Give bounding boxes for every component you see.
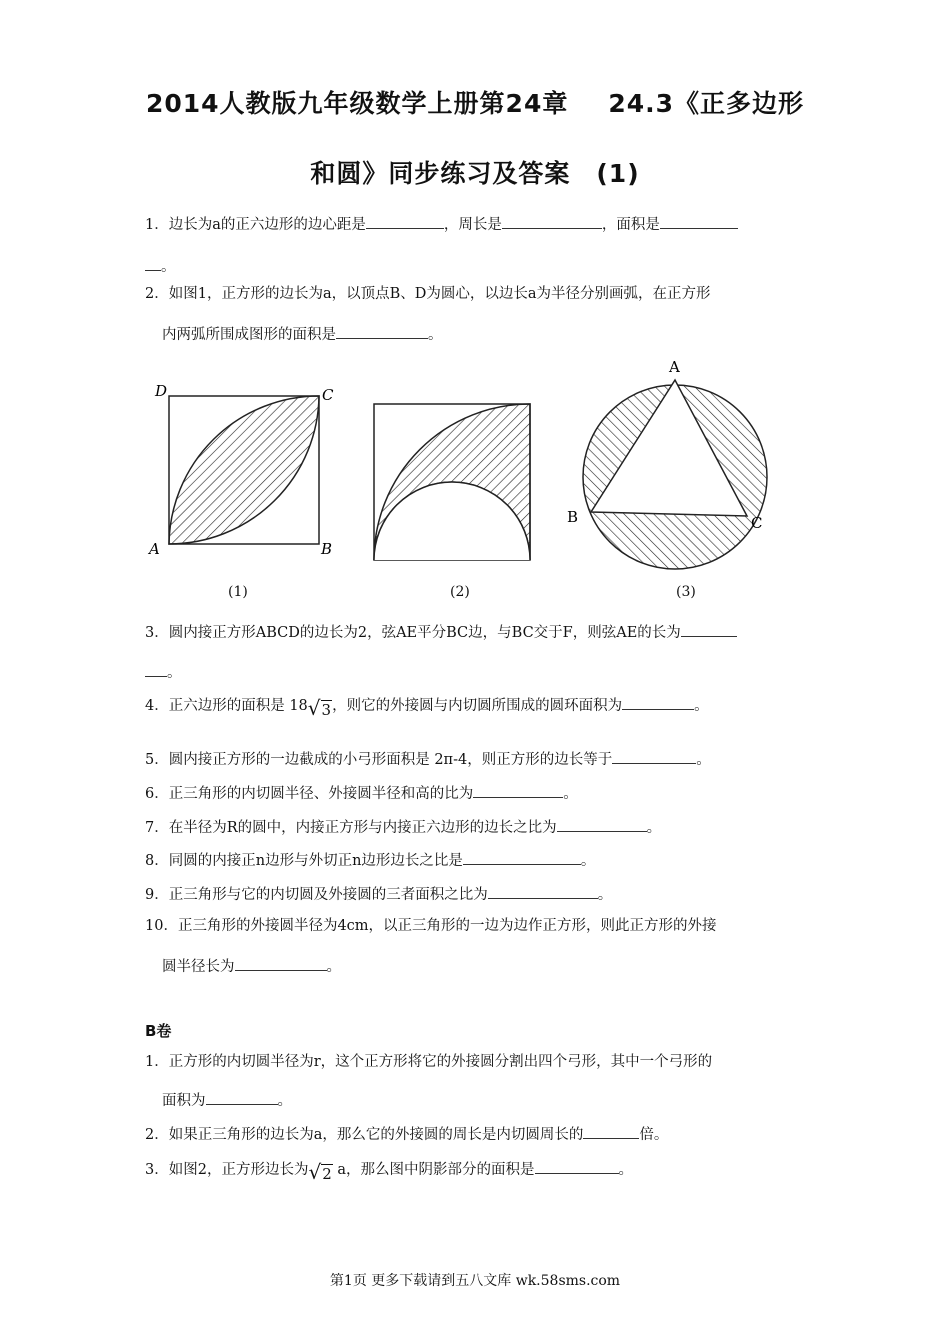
question-text: 8．同圆的内接正n边形与外切正n边形边长之比是 (145, 853, 463, 869)
question-text: 。 (696, 752, 711, 768)
question-text: 4．正六边形的面积是 18 (145, 698, 308, 714)
question-text: a，那么图中阴影部分的面积是 (332, 1162, 535, 1178)
question-text: 3．圆内接正方形ABCD的边长为2，弦AE平分BC边，与BC交于F，则弦AE的长为 (145, 625, 681, 641)
label-c: C (751, 514, 763, 532)
question-text: 。 (167, 665, 182, 681)
label-a: A (669, 358, 680, 376)
figure-1-caption: (1) (228, 584, 248, 600)
question-a8 (145, 850, 595, 871)
question-a2-continued (162, 324, 443, 345)
answer-blank (681, 622, 737, 637)
answer-blank (557, 817, 647, 832)
question-text: 。 (277, 1093, 292, 1109)
question-a3 (145, 622, 737, 643)
lens-shaded-region (169, 396, 319, 544)
question-text: ，周长是 (443, 217, 502, 233)
answer-blank (488, 884, 598, 899)
title-part-left: 2014人教版九年级数学上册第24章 (145, 89, 569, 118)
document-title-line-2: 和圆》同步练习及答案 (1) (310, 159, 640, 188)
question-text: 。 (563, 786, 578, 802)
question-text: 9．正三角形与它的内切圆及外接圆的三者面积之比为 (145, 887, 488, 903)
sqrt-radicand: 2 (322, 1165, 332, 1183)
answer-blank (463, 850, 581, 865)
label-d: D (155, 382, 168, 400)
answer-blank (660, 214, 738, 229)
answer-blank (145, 256, 161, 271)
question-text: ，则它的外接圆与内切圆所围成的圆环面积为 (332, 698, 623, 714)
question-a3-continued (145, 662, 182, 683)
question-text: 面积为 (162, 1093, 206, 1109)
title-part-right: 24.3《正多边形 (608, 89, 805, 118)
question-b3 (145, 1157, 634, 1184)
figure-1 (147, 382, 334, 558)
figure-2-caption: (2) (450, 584, 470, 600)
sqrt-symbol: √2 (308, 1160, 332, 1184)
question-a6 (145, 783, 578, 804)
section-b-heading: B卷 (145, 1022, 172, 1040)
question-text: 内两弧所围成图形的面积是 (162, 327, 336, 343)
answer-blank (622, 695, 694, 710)
question-a10: 10．正三角形的外接圆半径为4cm，以正三角形的一边为边作正方形，则此正方形的外接 (145, 918, 717, 934)
label-c: C (322, 386, 334, 404)
answer-blank (366, 214, 444, 229)
question-text: 2．如果正三角形的边长为a，那么它的外接圆的周长是内切圆周长的 (145, 1127, 584, 1143)
figure-2 (374, 404, 530, 560)
question-text: 7．在半径为R的圆中，内接正方形与内接正六边形的边长之比为 (145, 820, 557, 836)
question-text: 。 (580, 853, 596, 869)
question-text: 5．圆内接正方形的一边截成的小弓形面积是 2π-4，则正方形的边长等于 (145, 752, 613, 768)
answer-blank (336, 324, 428, 339)
question-a4 (145, 693, 709, 720)
answer-blank (612, 749, 696, 764)
question-text: 倍。 (639, 1127, 669, 1143)
question-a1 (145, 214, 738, 235)
question-text: 。 (618, 1162, 634, 1178)
answer-blank (206, 1090, 278, 1105)
question-a5 (145, 749, 711, 770)
page-footer: 第1页 更多下载请到五八文库 wk.58sms.com (329, 1273, 621, 1289)
sqrt-symbol: √3 (307, 696, 332, 720)
question-text: 。 (428, 327, 443, 343)
geometry-figures (145, 358, 805, 602)
document-title-line-1 (0, 84, 950, 120)
label-b: B (567, 508, 579, 526)
label-b: B (321, 540, 333, 558)
question-a10-continued (162, 956, 341, 977)
answer-blank (473, 783, 563, 798)
question-text: 6．正三角形的内切圆半径、外接圆半径和高的比为 (145, 786, 474, 802)
figure-3 (567, 358, 767, 569)
answer-blank (535, 1159, 619, 1174)
question-a9 (145, 884, 612, 905)
question-text: 。 (326, 959, 341, 975)
question-text: 。 (161, 259, 176, 275)
question-text: ，面积是 (601, 217, 660, 233)
question-b2 (145, 1124, 668, 1145)
label-a: A (149, 540, 160, 558)
question-b1-continued (162, 1090, 292, 1111)
question-text: 3．如图2，正方形边长为 (145, 1162, 309, 1178)
question-a2: 2．如图1，正方形的边长为a，以顶点B、D为圆心，以边长a为半径分别画弧，在正方形 (145, 286, 711, 302)
sqrt-radicand: 3 (321, 701, 332, 719)
question-a7 (145, 817, 661, 838)
question-text: 。 (597, 887, 613, 903)
question-text: 1．边长为a的正六边形的边心距是 (145, 217, 366, 233)
figure-3-caption: (3) (676, 584, 696, 600)
answer-blank (502, 214, 602, 229)
answer-blank (235, 956, 327, 971)
question-text: 。 (646, 820, 662, 836)
answer-blank (145, 662, 167, 677)
question-b1: 1．正方形的内切圆半径为r，这个正方形将它的外接圆分割出四个弓形，其中一个弓形的 (145, 1054, 713, 1070)
question-a1-continued (145, 256, 176, 277)
question-text: 圆半径长为 (162, 959, 235, 975)
answer-blank (583, 1124, 639, 1139)
question-text: 。 (694, 698, 709, 714)
